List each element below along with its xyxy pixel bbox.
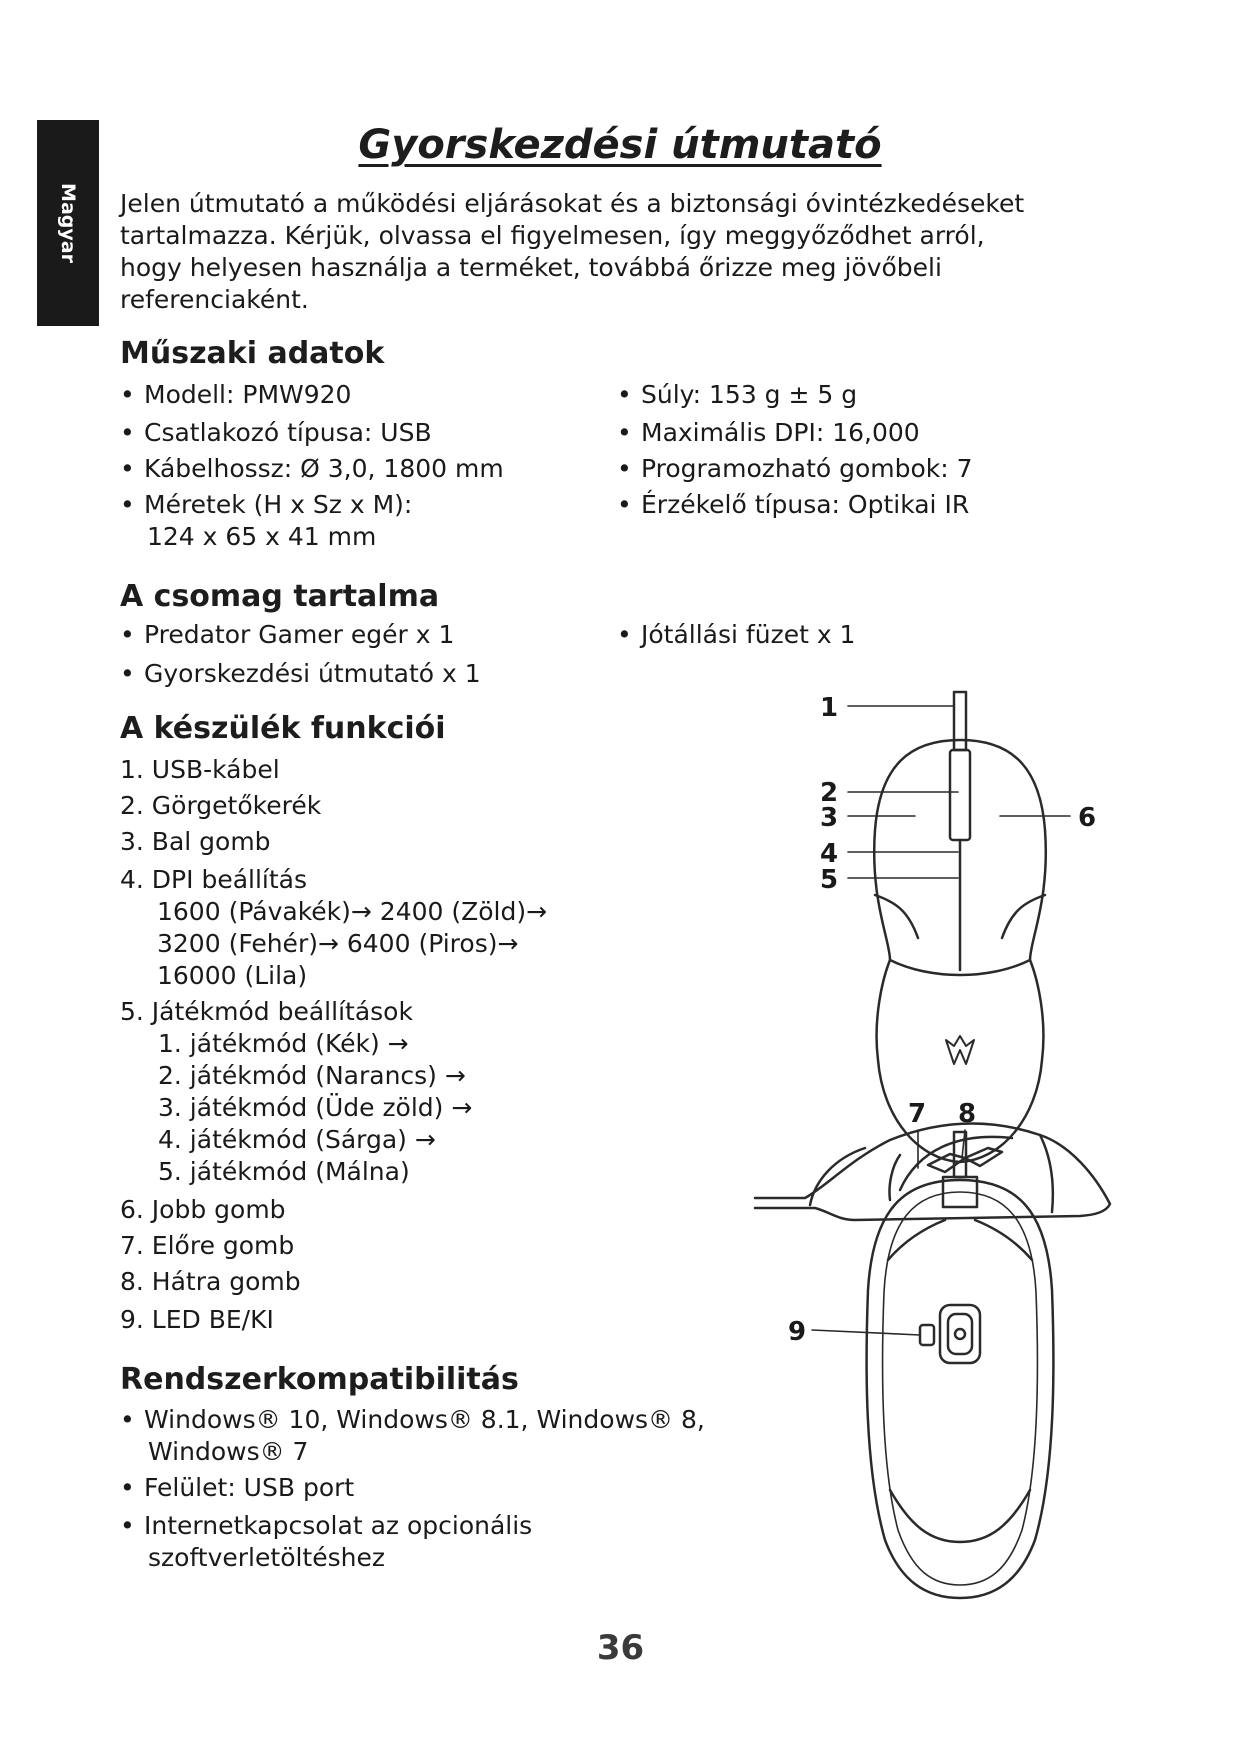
function-subitem: 1600 (Pávakék)→ 2400 (Zöld)→: [157, 897, 548, 926]
spec-item: • Kábelhossz: Ø 3,0, 1800 mm: [144, 454, 504, 483]
callout-8: 8: [958, 1099, 977, 1129]
functions-heading: A készülék funkciói: [120, 711, 446, 746]
function-subitem: 5. játékmód (Málna): [158, 1157, 410, 1186]
mouse-diagram: [740, 680, 1140, 1630]
function-subitem: 2. játékmód (Narancs) →: [158, 1061, 466, 1090]
compat-item-continued: szoftverletöltéshez: [148, 1543, 385, 1572]
package-item: • Jótállási füzet x 1: [641, 620, 855, 649]
callout-4: 4: [820, 839, 839, 869]
compat-item: • Internetkapcsolat az opcionális: [144, 1511, 532, 1540]
package-item: • Gyorskezdési útmutató x 1: [144, 659, 481, 688]
function-item: 5. Játékmód beállítások: [120, 997, 413, 1026]
specs-heading: Műszaki adatok: [120, 336, 385, 371]
mouse-side-view: [755, 1124, 1110, 1220]
spec-item: • Modell: PMW920: [144, 380, 351, 409]
mouse-top-view: [874, 692, 1046, 1162]
spec-item: • Méretek (H x Sz x M):: [144, 490, 412, 519]
spec-item: • Programozható gombok: 7: [641, 454, 973, 483]
package-item: • Predator Gamer egér x 1: [144, 620, 454, 649]
function-item: 9. LED BE/KI: [120, 1305, 274, 1334]
language-label: Magyar: [57, 183, 79, 263]
callout-9: 9: [788, 1317, 807, 1347]
function-item: 6. Jobb gomb: [120, 1195, 286, 1224]
function-item: 7. Előre gomb: [120, 1231, 295, 1260]
spec-item: • Súly: 153 g ± 5 g: [641, 380, 857, 409]
function-subitem: 3. játékmód (Üde zöld) →: [158, 1093, 473, 1122]
intro-paragraph: [120, 188, 1120, 316]
compat-heading: Rendszerkompatibilitás: [120, 1362, 519, 1397]
spec-item-continued: 124 x 65 x 41 mm: [147, 522, 377, 551]
function-subitem: 1. játékmód (Kék) →: [158, 1029, 409, 1058]
intro-line: referenciaként.: [120, 285, 309, 314]
intro-line: hogy helyesen használja a terméket, továbbá őrizze meg jövőbeli: [120, 253, 942, 282]
compat-item: • Felület: USB port: [144, 1473, 354, 1502]
language-tab: [37, 120, 99, 326]
page-title: Gyorskezdési útmutató: [358, 122, 882, 168]
callout-2: 2: [820, 778, 839, 808]
compat-item: • Windows® 10, Windows® 8.1, Windows® 8,: [144, 1405, 705, 1434]
function-item: 4. DPI beállítás: [120, 865, 307, 894]
mouse-bottom-view: [867, 1130, 1054, 1630]
function-subitem: 16000 (Lila): [157, 961, 308, 990]
intro-line: Jelen útmutató a működési eljárásokat és a biztonsági óvintézkedéseket: [120, 189, 1025, 218]
package-heading: A csomag tartalma: [120, 579, 440, 614]
function-item: 1. USB-kábel: [120, 755, 280, 784]
function-item: 2. Görgetőkerék: [120, 791, 322, 820]
function-subitem: 4. játékmód (Sárga) →: [158, 1125, 436, 1154]
function-subitem: 3200 (Fehér)→ 6400 (Piros)→: [157, 929, 519, 958]
function-item: 8. Hátra gomb: [120, 1267, 301, 1296]
intro-line: tartalmazza. Kérjük, olvassa el figyelmesen, így meggyőződhet arról,: [120, 221, 985, 250]
spec-item: • Érzékelő típusa: Optikai IR: [641, 490, 969, 519]
callout-labels: [788, 693, 1096, 1347]
callout-1: 1: [820, 693, 839, 723]
compat-item-continued: Windows® 7: [148, 1437, 309, 1466]
callout-6: 6: [1078, 803, 1097, 833]
callout-7: 7: [908, 1099, 927, 1129]
spec-item: • Csatlakozó típusa: USB: [144, 418, 432, 447]
spec-item: • Maximális DPI: 16,000: [641, 418, 920, 447]
page-number: 36: [596, 1628, 645, 1668]
callout-3: 3: [820, 803, 839, 833]
callout-5: 5: [820, 865, 839, 895]
function-item: 3. Bal gomb: [120, 827, 271, 856]
